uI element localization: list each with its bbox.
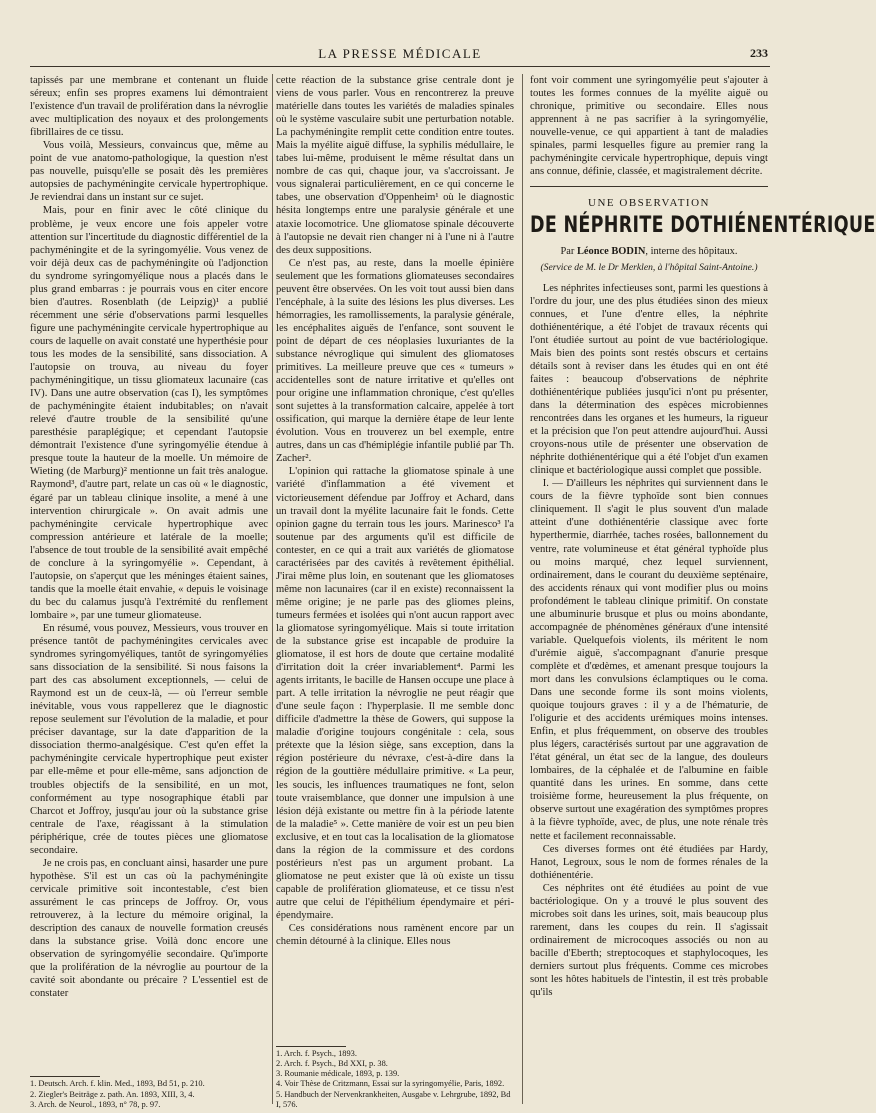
page-header <box>30 44 770 67</box>
footnote: 3. Arch. de Neurol., 1893, n° 78, p. 97. <box>30 1099 161 1109</box>
footnotes <box>276 1046 514 1110</box>
paragraph: Ce n'est pas, au reste, dans la moelle épinière seulement que les formations gliomateuses secondaires peuvent être observées. On les voit tout aussi bien dans l'encéphale, à la suite des lésions les plus diverses. Les hémorragies, les ramollissements, la paralysie générale, les encéphalites aiguës de l'enfance, sont souvent le point de départ de ces néoplasies luxuriantes de la substance névroglique qui simulent des gliomatoses primitives. La meilleure preuve que ces « tumeurs » accidentelles sont de nature irritative et qu'elles ont pour origine une inflammation chronique, c'est qu'elles sont sujettes à la transformation calcaire, appelée à tort ossification, qui marque la dernière étape de leur lente évolution. Vous en trouverez un bel exemple, entre autres, dans un cas d'hémiplégie infantile publié par Th. Zacher². <box>276 257 514 465</box>
footnote-rule <box>276 1046 346 1047</box>
page-number: 233 <box>750 46 768 60</box>
section-divider <box>530 186 768 187</box>
author-role: , interne des hôpitaux. <box>645 246 738 258</box>
article-service: (Service de M. le Dr Merklen, à l'hôpital Saint-Antoine.) <box>540 261 758 273</box>
paragraph: Je ne crois pas, en concluant ainsi, hasarder une pure hypothèse. S'il est un cas où la pachyméningite cervicale primitive soit incontestable, c'est bien assurément le cas princeps de Joffroy. Or, vous retrouverez, à la lecture du mémoire original, la description des canaux de nouvelle formation creusés dans la substance grise. Voilà donc encore une observation de syringomyélie secondaire. Qu'importe que la prolifération de la névroglie au pourtour de la cavité soit abondante ou précaire ? L'essentiel est de constater <box>30 857 268 1000</box>
author-prefix: Par <box>560 246 577 258</box>
footnote: 1. Arch. f. Psych., 1893. <box>276 1048 357 1058</box>
paragraph: Ces diverses formes ont été étudiées par Hardy, Hanot, Legroux, sous le nom de formes rénales de la dothiénentérie. <box>530 843 768 881</box>
paragraph: L'opinion qui rattache la gliomatose spinale à une variété d'inflammation a été vivement et victorieusement défendue par Joffroy et Achard, dans un travail dont la myélite lacunaire fait le fonds. Cette opinion gagne du terrain tous les jours. Marinesco³ l'a soutenue par des arguments qu'il est difficile de contester, en ce qui a trait aux variétés de gliomatose caractérisées par des cavités à revêtement épithélial. J'irai même plus loin, en soutenant que les gliomatoses même non lacunaires (car il en existe) reconnaissent la même origine; je ne parle pas des gliomes pleins, tumeurs fermées et isolées qui n'ont aucun rapport avec la gliomatose syringomyélique. Mais si toute irritation de la substance grise est incapable de produire la gliomatose, il est hors de doute que certaine modalité d'irritation doit la créer invariablement⁴. Parmi les agents irritants, le bacille de Hansen occupe une place à part. A telle irritation la névroglie ne peut réagir que d'une seule façon : l'hyperplasie. Il me semble donc difficile d'admettre la thèse de Gowers, qui suppose la maladie d'origine toujours congénitale : cela, sous prétexte que la lésion siège, sans exception, dans la région postérieure du névraxe, c'est-à-dire dans la région de la gouttière médullaire primitive. « La peur, les soucis, les influences traumatiques ne font, selon toute vraisemblance, que donner une impulsion à une lésion déjà existante ou mettre fin à la période latente de la maladie⁵ ». Cette manière de voir est un peu bien exclusive, et en tout cas la localisation de la gliomatose dans la région de la commissure et des cordons postérieurs n'est pas un argument probant. La gliomatose ne peut exister que là où existe un tissu capable de prolifération gliomateuse, et ce tissu n'est autre que celui de l'épithélium épendymaire et péri-épendymaire. <box>276 466 514 921</box>
article-title: DE NÉPHRITE DOTHIÉNENTÉRIQUE <box>530 213 876 239</box>
paragraph: Ces considérations nous ramènent encore par un chemin détourné à la clinique. Elles nous <box>276 923 514 948</box>
author-name: Léonce BODIN <box>576 246 646 258</box>
footnote-rule <box>30 1076 100 1077</box>
paragraph: cette réaction de la substance grise centrale dont je viens de vous parler. Vous en rencontrerez la preuve matérielle dans toutes les variétés de maladies spinales où le système vasculaire subit une perturbation notable. La pachyméningite remplit cette condition entre toutes. Mais la myélite aiguë diffuse, la syphilis médullaire, le tabes lui-même, produisent le même résultat dans un nombre de cas qui, chaque jour, va s'accroissant. Je vous signalerai particulièrement, en ce qui concerne le tabes, une observation d'Oppenheim¹ où le diagnostic hésita longtemps entre une paralysie générale et une ataxie locomotrice. Une gliomatose spinale découverte à l'autopsie ne devait rien changer ni à l'une ni à l'autre des deux suppositions. <box>276 75 514 256</box>
footnote: 2. Ziegler's Beiträge z. path. An. 1893, XIII, 3, 4. <box>30 1089 195 1099</box>
paragraph: Les néphrites infectieuses sont, parmi les questions à l'ordre du jour, une des plus étudiées sinon des mieux connues, et l'une d'entre elles, la néphrite dothiénentérique, a été l'objet de travaux récents qui l'ont étudiée surtout au point de vue bactériologique. Mais bien des points sont restés obscurs et certains détails sont à reviser dans les études qui en ont été faites : beaucoup d'observations de néphrite dothiénentérique publiées jusqu'ici n'ont pu présenter, dans la détermination des espèces microbiennes rencontrées dans les organes et les humeurs, la rigueur et la précision que l'on peut attendre aujourd'hui. Aussi croyons-nous utile de présenter une observation de néphrite dothiénentérique qui a été l'objet d'un examen clinique et bactériologique aussi complet que possible. <box>530 282 768 477</box>
column-left <box>30 74 268 1110</box>
footnote: 5. Handbuch der Nervenkrankheiten, Ausgabe v. Lehrgrube, 1892, Bd I, 576. <box>276 1089 511 1109</box>
column-divider <box>522 74 523 1104</box>
paragraph: Ces néphrites ont été étudiées au point de vue bactériologique. On y a trouvé le plus souvent des microbes soit dans les urines, soit, mais beaucoup plus rarement, dans les coupes du rein. Il s'agissait ordinairement de microcoques associés ou non au bacille d'Eberth; streptocoques et staphylocoques, les derniers surtout plus fréquents. Comme ces microbes sont les hôtes habituels de l'intestin, il est très probable qu'ils <box>530 882 768 999</box>
paragraph: Vous voilà, Messieurs, convaincus que, même au point de vue anatomo-pathologique, la question n'est pas nouvelle, puisqu'elle se posait dès les premières autopsies de pachyméningite cervicale hypertrophique. Je reviendrai dans un instant sur ce sujet. <box>30 140 268 204</box>
article-author <box>530 245 768 258</box>
paragraph: I. — D'ailleurs les néphrites qui surviennent dans le cours de la fièvre typhoïde sont bien connues cliniquement. Il s'agit le plus souvent d'un malade atteint d'une dothiénentérie classique avec forte hyperthermie, diarrhée, taches rosées, ballonnement du ventre, rate volumineuse et état général typhoïde plus ou moins marqué, chez lequel surviennent, ordinairement, dans le courant du deuxième septénaire, des accidents rénaux qui vont modifier plus ou moins profondément le tableau clinique primitif. On constate une albuminurie brusque et plus ou moins abondante, accompagnée de phénomènes généraux d'une intensité variable. Quelquefois violents, ils méritent le nom d'urémie aiguë, s'accompagnant d'anurie presque complète et d'œdèmes, et amenant presque toujours la mort dans les convulsions éclamptiques ou le coma. Dans une seconde forme ils sont moins violents, quoique toujours graves : il y a de l'hématurie, de l'oligurie et des accidents urémiques moins intenses. Enfin, et plus fréquemment, on observe des troubles plus légers, caractérisés surtout par une aggravation de l'état général, un état sec de la langue, des douleurs lombaires, de la céphalée et de l'albumine en faible quantité dans les urines. En somme, dans cette troisième forme, heureusement la plus fréquente, on observe surtout une exagération des symptômes propres à la fièvre typhoïde, avec, de plus, une note rénale très nette et facilement reconnaissable. <box>530 478 768 842</box>
footnote: 1. Deutsch. Arch. f. klin. Med., 1893, Bd 51, p. 210. <box>30 1079 205 1089</box>
paragraph: tapissés par une membrane et contenant un fluide séreux; enfin ses propres examens lui démontraient l'existence d'un travail de prolifération dans la névroglie avec multiplication des noyaux et des prolongements fibrillaires de ce tissu. <box>30 75 268 139</box>
column-right <box>530 74 876 1110</box>
footnotes <box>30 1076 268 1110</box>
article-kicker: UNE OBSERVATION <box>588 197 710 210</box>
footnote: 3. Roumanie médicale, 1893, p. 139. <box>276 1069 400 1079</box>
footnote: 4. Voir Thèse de Critzmann, Essai sur la syringomyélie, Paris, 1892. <box>276 1079 505 1089</box>
footnote: 2. Arch. f. Psych., Bd XXI, p. 38. <box>276 1058 388 1068</box>
column-divider <box>272 74 273 1104</box>
running-title: LA PRESSE MÉDICALE <box>318 46 482 61</box>
column-middle <box>276 74 514 1110</box>
paragraph: En résumé, vous pouvez, Messieurs, vous trouver en présence tantôt de pachyméningites cervicales avec syndromes syringomyéliques, tantôt de syringomyélies sans dissociation de la sensibilité. Si nous faisons la part des cas absolument exceptionnels, — celui de Raymond est un de ceux-là, — où l'erreur semble inévitable, vous vous rappellerez que le diagnostic repose seulement sur l'évolution de la maladie, et pour préciser davantage, sur la date d'apparition de la dissociation thermo-analgésique. C'est qu'en effet la pachyméningite cervicale hypertrophique peut exister par elle-même et pour elle-même, sans adjonction de troubles objectifs de la sensibilité, en un mot, conformément au type nosographique établi par Charcot et Joffroy, jusqu'au jour où la substance grise centrale de l'axe, réagissant à la stimulation périphérique, crée de toutes pièces une gliomatose secondaire. <box>30 622 268 856</box>
paragraph: font voir comment une syringomyélie peut s'ajouter à toutes les formes connues de la myélite aiguë ou chronique, primitive ou secondaire. Elles nous apprennent à ne pas sacrifier à la syringomyélie, nouvelle-venue, ce qui appartient à tant de maladies spinales, parmi lesquelles figure au premier rang la pachyméningite cervicale hypertrophique, depuis vingt ans connue, définie, classée, et magistralement décrite. <box>530 75 768 178</box>
paragraph: Mais, pour en finir avec le côté clinique du problème, je veux encore une fois appeler votre attention sur l'incertitude du diagnostic différentiel de la pachyméningite et de la syringomyélie. Vous venez de voir déjà deux cas de pachyméningite où l'adjonction du syndrome syringomyélique nous a placés dans le plus grand embarras : je pourrais vous en citer encore bien d'autres. Rosenblath (de Leipzig)¹ a publié récemment une série d'observations parmi lesquelles figure une pachyméningite cervicale hypertrophique au cours de laquelle on avait constaté une hyperthésie pour tous les modes de la sensibilité, sans dissociation. A l'autopsie on trouva, au niveau du foyer pachyméningitique, un tissu gliomateux lacunaire (cas IV). Dans une autre observation (cas I), les symptômes de pachyméningite étaient indubitables; on n'avait relevé d'autre trouble de la sensibilité qu'une paresthésie paraplégique; et cependant l'autopsie démontrait l'existence d'une syringomyélie étendue à presque toute la hauteur de la moelle. Un mémoire de Wieting (de Marburg)² mentionne un fait très analogue. Raymond³, d'autre part, relate un cas où « le diagnostic, égaré par un tableau clinique insolite, a mené à une intervention chirurgicale ». On avait admis une pachyméningite cervicale hypertrophique avec compression antérieure et latérale de la moelle; l'absence de tout trouble de la sensibilité avait empêché de conclure à la syringomyélie ». Cependant, à l'autopsie, on s'aperçut que les méninges étaient saines, tandis que la moelle était envahie, « depuis le voisinage du bec du calamus jusqu'à l'extrémité du renflement lombaire », par une tumeur gliomateuse. <box>30 205 268 621</box>
